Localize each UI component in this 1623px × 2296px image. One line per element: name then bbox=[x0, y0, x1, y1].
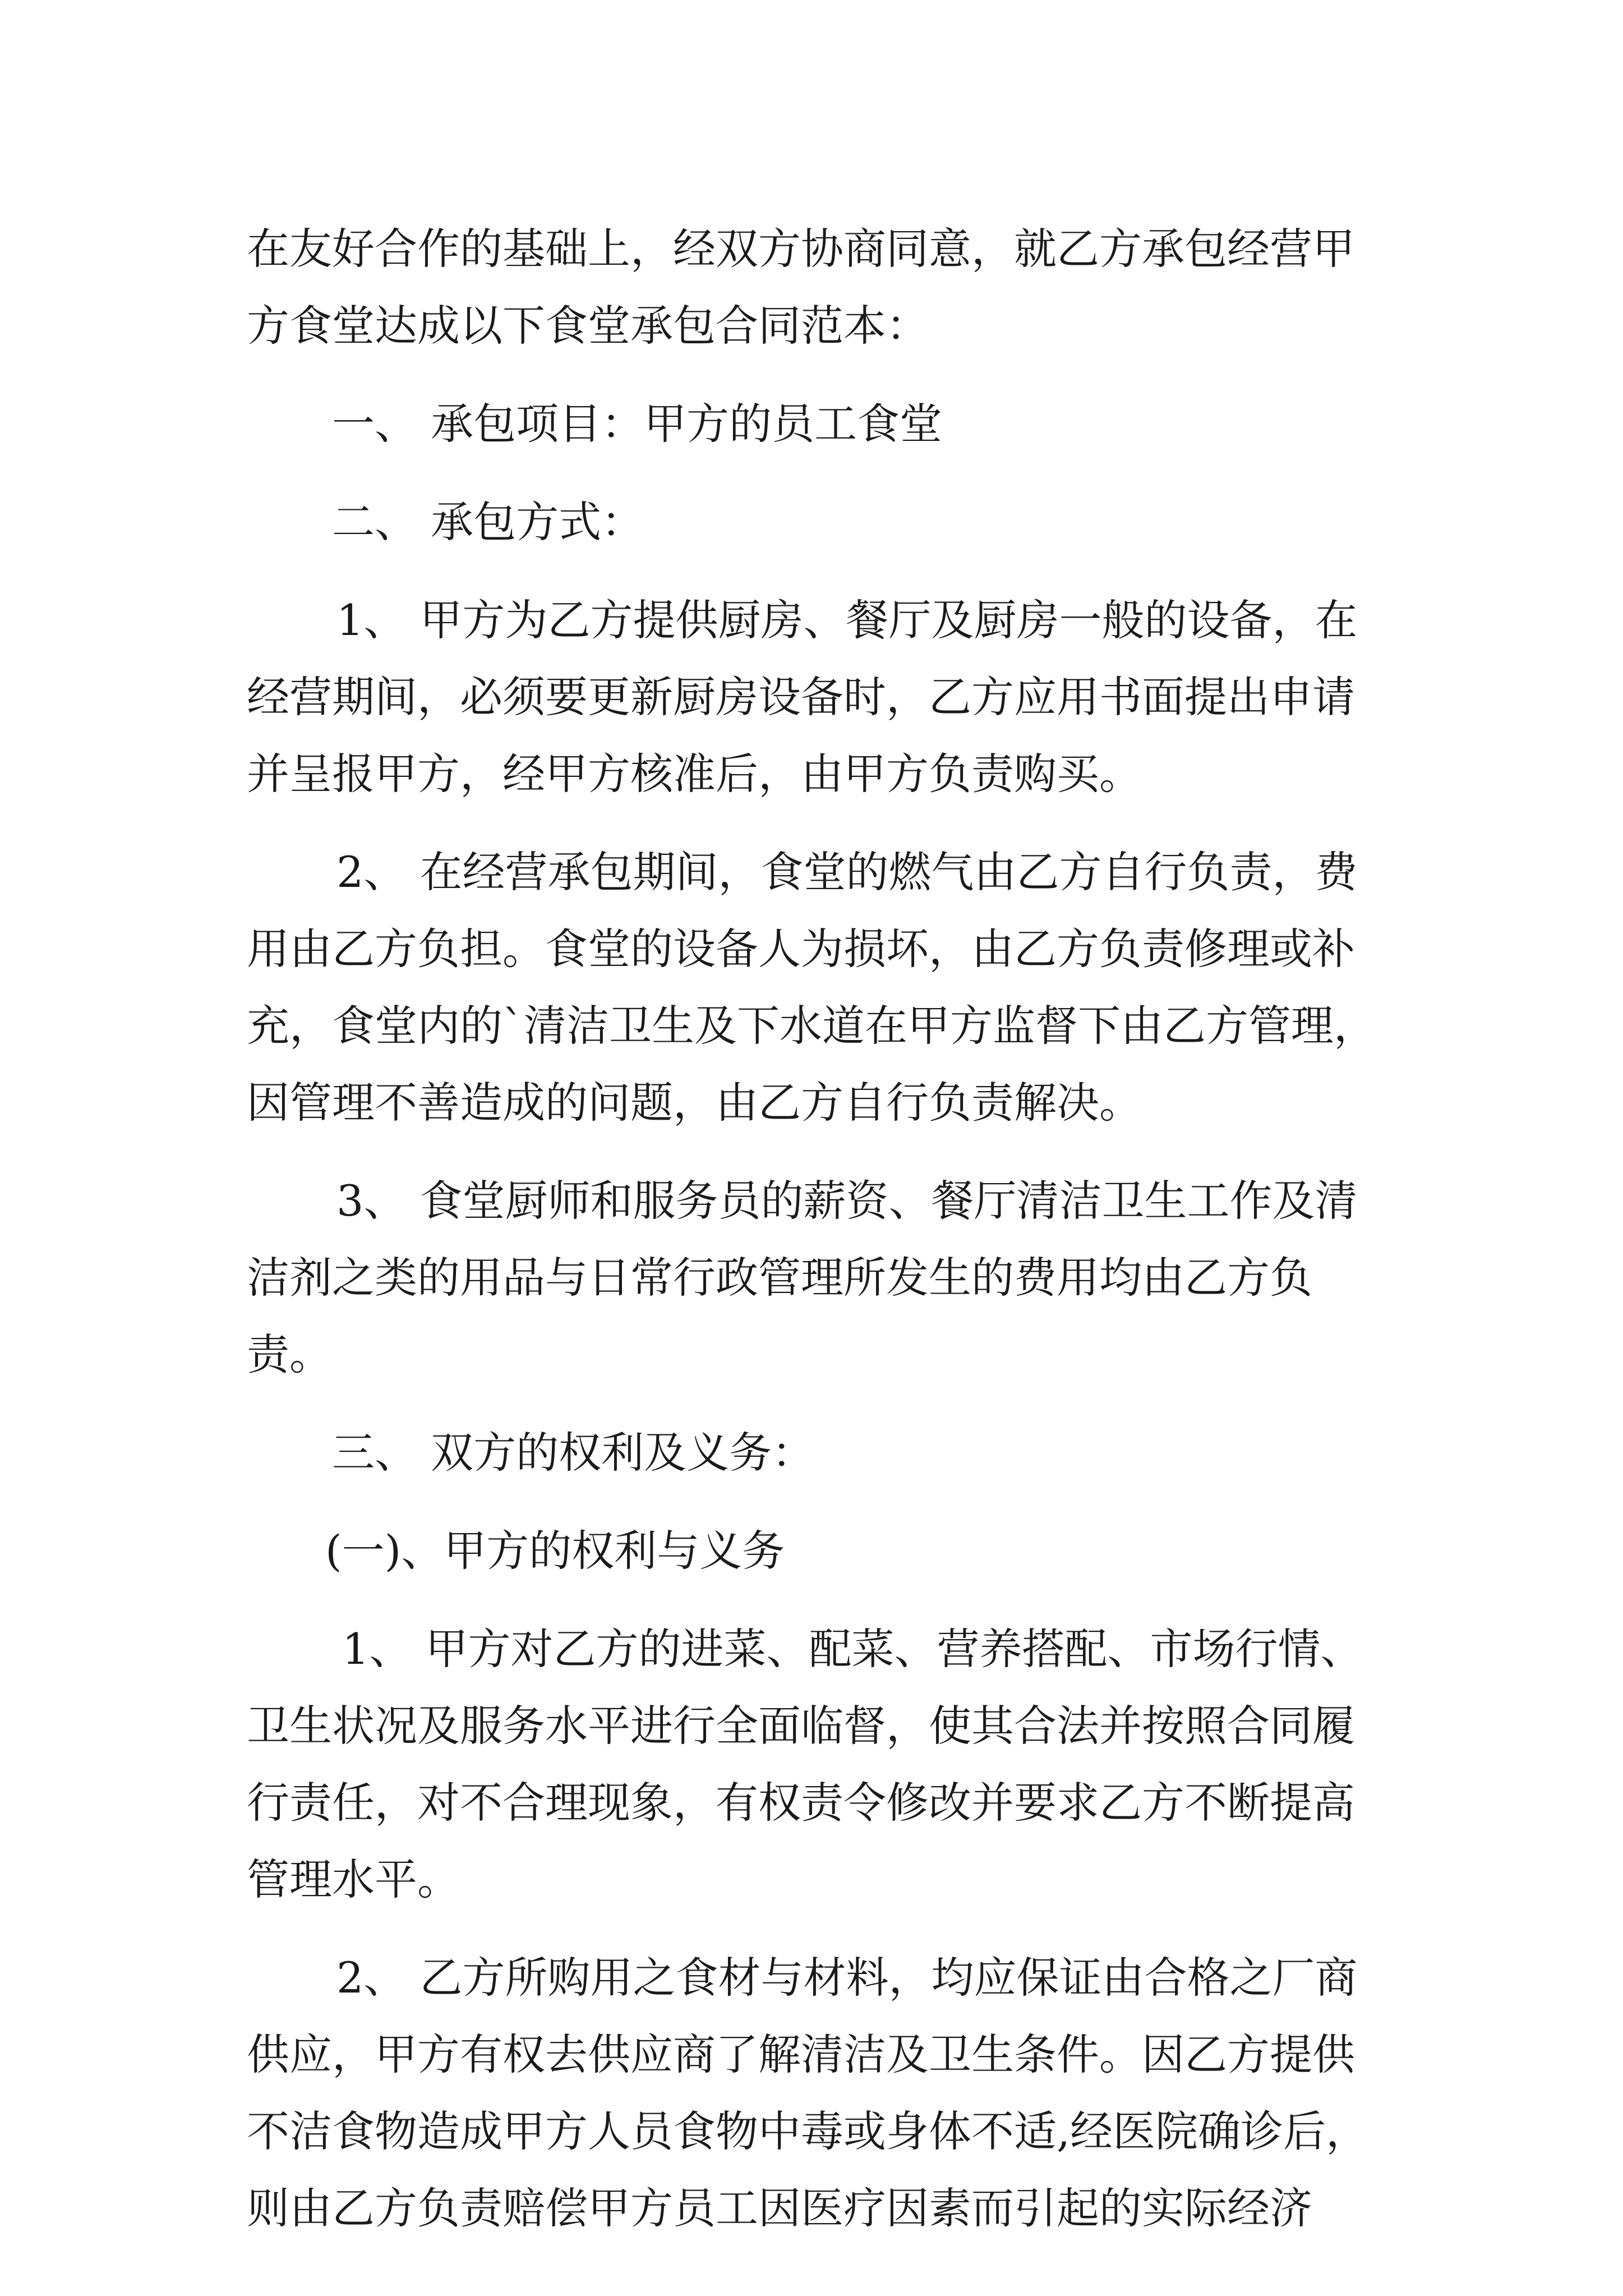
text-line: 1、 甲方为乙方提供厨房、餐厅及厨房一般的设备，在 bbox=[336, 595, 1358, 645]
text-line: 在友好合作的基础上，经双方协商同意，就乙方承包经营甲 bbox=[247, 224, 1355, 274]
text-line: 洁剂之类的用品与日常行政管理所发生的费用均由乙方负 bbox=[247, 1253, 1312, 1303]
text-line: 并呈报甲方，经甲方核准后，由甲方负责购买。 bbox=[247, 749, 1142, 799]
paragraph-item-3 bbox=[247, 1162, 1436, 1393]
paragraph-rights-2 bbox=[247, 1939, 1436, 2247]
paragraph-item-2 bbox=[247, 834, 1436, 1141]
subsection-heading bbox=[247, 1512, 1436, 1589]
heading-line: 一、 承包项目：甲方的员工食堂 bbox=[332, 399, 943, 449]
text-line: 行责任，对不合理现象，有权责令修改并要求乙方不断提高 bbox=[247, 1778, 1355, 1828]
text-line: 则由乙方负责赔偿甲方员工因医疗因素而引起的实际经济 bbox=[247, 2183, 1312, 2233]
text-line: 方食堂达成以下食堂承包合同范本： bbox=[247, 301, 929, 351]
text-line: 2、 乙方所购用之食材与材料，均应保证由合格之厂商 bbox=[336, 1953, 1358, 2003]
text-line: 3、 食堂厨师和服务员的薪资、餐厅清洁卫生工作及清 bbox=[336, 1176, 1358, 1226]
text-line: 供应，甲方有权去供应商了解清洁及卫生条件。因乙方提供 bbox=[247, 2030, 1355, 2079]
paragraph-item-1 bbox=[247, 582, 1436, 812]
document-body bbox=[247, 210, 1436, 2247]
text-line: 经营期间，必须要更新厨房设备时，乙方应用书面提出申请 bbox=[247, 672, 1355, 722]
heading-line: (一)、甲方的权利与义务 bbox=[325, 1526, 785, 1576]
text-line: 用由乙方负担。食堂的设备人为损坏，由乙方负责修理或补 bbox=[247, 924, 1355, 974]
paragraph-intro bbox=[247, 210, 1436, 364]
section-heading-2 bbox=[247, 484, 1436, 560]
text-line: 管理水平。 bbox=[247, 1855, 460, 1904]
text-line: 不洁食物造成甲方人员食物中毒或身体不适,经医院确诊后， bbox=[247, 2106, 1369, 2156]
section-heading-3 bbox=[247, 1414, 1436, 1491]
text-line: 1、 甲方对乙方的进菜、配菜、营养搭配、市场行情、 bbox=[342, 1624, 1363, 1674]
heading-line: 三、 双方的权利及义务： bbox=[332, 1428, 815, 1478]
text-line: 卫生状况及服务水平进行全面临督，使其合法并按照合同履 bbox=[247, 1701, 1355, 1751]
text-line: 责。 bbox=[247, 1329, 332, 1379]
section-heading-1 bbox=[247, 385, 1436, 462]
text-line: 2、 在经营承包期间，食堂的燃气由乙方自行负责，费 bbox=[336, 847, 1358, 897]
heading-line: 二、 承包方式： bbox=[332, 497, 644, 547]
paragraph-rights-1 bbox=[247, 1611, 1436, 1918]
text-line: 充，食堂内的`清洁卫生及下水道在甲方监督下由乙方管理， bbox=[247, 1001, 1376, 1051]
text-line: 因管理不善造成的问题，由乙方自行负责解决。 bbox=[247, 1078, 1142, 1128]
